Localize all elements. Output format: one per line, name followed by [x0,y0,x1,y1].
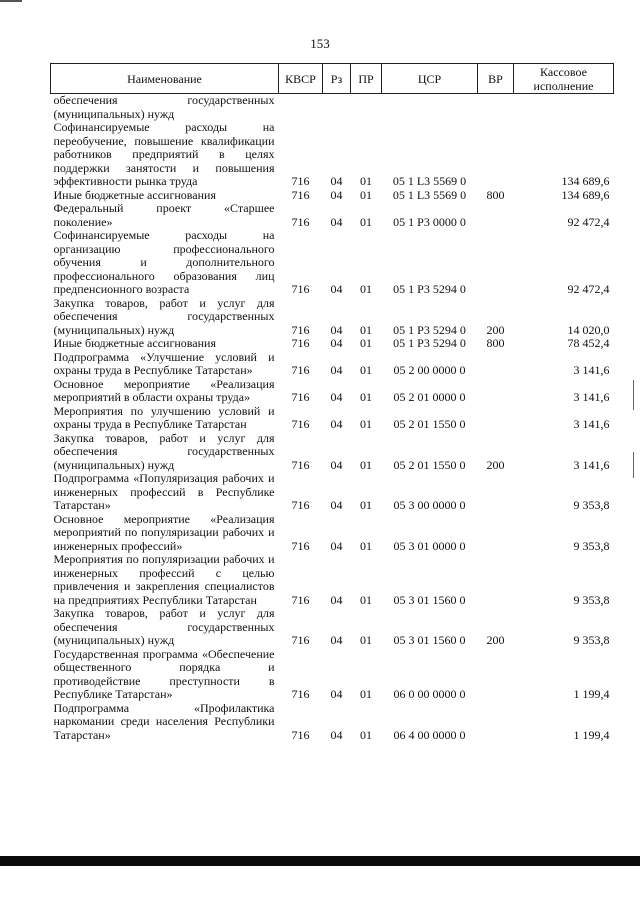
cell-pr: 01 [360,187,372,202]
cell-vr [478,202,514,229]
cell-rz: 04 [330,174,343,188]
cell-pr [351,94,382,122]
cell-vr [478,513,514,554]
cell-kvsr: 716 [291,214,310,229]
cell-kvsr: 716 [291,174,310,188]
cell-rz: 04 [330,417,343,431]
cell-kvsr: 716 [291,363,310,377]
cell-kvsr: 716 [291,417,310,431]
cell-pr: 01 [360,282,372,296]
cell-rz: 04 [330,633,343,647]
cell-csr: 05 2 01 1550 0 [393,417,466,431]
table-row [51,472,614,513]
cell-csr: 05 1 P3 5294 0 [393,282,466,296]
header-vr: ВР [478,64,514,94]
header-pr: ПР [351,64,382,94]
cell-kvsr [279,94,323,122]
page-number: 153 [310,36,330,51]
cell-amount: 9 353,8 [573,498,610,512]
cell-csr: 05 3 01 0000 0 [393,538,466,553]
header-rz: Рз [323,64,351,94]
cell-csr: 05 3 01 1560 0 [393,592,466,607]
cell-amount: 9 353,8 [573,538,610,553]
cell-name: Государственная программа «Обеспечение общественного порядка и противодействие преступности в Республике Татарстан» [53,646,275,701]
cell-amount: 3 141,6 [573,417,610,431]
cell-csr: 06 0 00 0000 0 [393,687,466,701]
cell-vr: 800 [486,187,505,202]
cell-csr: 05 2 00 0000 0 [393,363,466,377]
table-row [51,189,614,203]
cell-pr: 01 [360,417,372,431]
cell-csr: 05 1 P3 5294 0 [393,336,466,350]
cell-kvsr: 716 [291,727,310,742]
table-row [51,513,614,554]
cell-vr: 200 [486,633,505,647]
cell-name: Софинансируемые расходы на организацию профессионального обучения и дополнительного профессионального образования лиц предпенсионного возраста [53,228,275,296]
cell-amount: 14 020,0 [567,322,610,337]
cell-rz: 04 [330,498,343,512]
cell-pr: 01 [360,498,372,512]
cell-rz: 04 [330,390,343,404]
scan-bottom-bar [0,856,640,866]
cell-vr [478,229,514,297]
cell-kvsr: 716 [291,538,310,553]
cell-amount: 3 141,6 [573,457,610,472]
cell-kvsr: 716 [291,687,310,701]
table-row [51,337,614,351]
cell-name: обеспечения государственных (муниципальных) нужд [53,93,275,121]
cell-rz [323,94,351,122]
cell-kvsr: 716 [291,336,310,350]
cell-amount: 134 689,6 [561,187,610,202]
header-amount [514,64,614,94]
cell-vr [478,121,514,189]
cell-name: Подпрограмма «Улучшение условий и охраны труда в Республике Татарстан» [53,349,275,377]
table-row [51,94,614,122]
cell-csr: 05 1 P3 5294 0 [393,322,466,337]
cell-rz: 04 [330,187,343,202]
cell-vr [478,472,514,513]
cell-amount: 78 452,4 [567,336,610,350]
cell-rz: 04 [330,727,343,742]
cell-vr: 200 [486,457,505,472]
table-header [51,64,614,94]
budget-table [50,63,614,742]
cell-name: Закупка товаров, работ и услуг для обеспечения государственных (муниципальных) нужд [53,430,275,472]
cell-name: Мероприятия по популяризации рабочих и инженерных профессий с целью привлечения и закрепления специалистов на предприятиях Республики Татарстан [53,552,275,607]
cell-csr: 05 1 P3 0000 0 [393,214,466,229]
cell-csr: 05 1 L3 5569 0 [392,187,467,202]
table-row [51,432,614,473]
cell-csr [382,94,478,122]
scan-edge-mark [633,380,634,410]
cell-pr: 01 [360,687,372,701]
cell-name: Подпрограмма «Профилактика наркомании среди населения Республики Татарстан» [53,700,275,742]
cell-vr [478,553,514,607]
cell-csr: 05 1 L3 5569 0 [392,174,467,188]
cell-amount: 3 141,6 [573,390,610,404]
cell-pr: 01 [360,457,372,472]
scan-edge-mark [633,452,634,478]
cell-vr [478,94,514,122]
cell-amount: 3 141,6 [573,363,610,377]
table-row [51,378,614,405]
cell-amount: 92 472,4 [567,214,610,229]
cell-csr: 05 2 01 0000 0 [393,390,466,404]
cell-amount [514,94,614,122]
table-row [51,121,614,189]
cell-kvsr: 716 [291,390,310,404]
cell-vr [478,378,514,405]
cell-kvsr: 716 [291,633,310,647]
cell-rz: 04 [330,457,343,472]
cell-amount: 1 199,4 [573,727,610,742]
table-row [51,607,614,648]
cell-rz: 04 [330,687,343,701]
cell-rz: 04 [330,282,343,296]
cell-name: Мероприятия по улучшению условий и охраны труда в Республике Татарстан [53,403,275,431]
table-row [51,702,614,743]
cell-rz: 04 [330,336,343,350]
table-row [51,553,614,607]
table-body [51,94,614,743]
table-row [51,297,614,338]
cell-kvsr: 716 [291,498,310,512]
table-row [51,405,614,432]
header-csr: ЦСР [382,64,478,94]
cell-kvsr: 716 [291,187,310,202]
cell-pr: 01 [360,592,372,607]
cell-kvsr: 716 [291,322,310,337]
cell-amount: 1 199,4 [573,687,610,701]
cell-vr: 800 [486,336,505,350]
cell-pr: 01 [360,538,372,553]
cell-name: Иные бюджетные ассигнования [53,336,216,350]
cell-amount: 9 353,8 [573,592,610,607]
cell-amount: 92 472,4 [567,282,610,296]
table-row [51,648,614,702]
cell-pr: 01 [360,214,372,229]
cell-csr: 06 4 00 0000 0 [393,727,466,742]
cell-name: Основное мероприятие «Реализация мероприятий по популяризации рабочих и инженерных профессий» [53,511,275,553]
cell-pr: 01 [360,322,372,337]
cell-pr: 01 [360,727,372,742]
cell-pr: 01 [360,336,372,350]
cell-name: Закупка товаров, работ и услуг для обеспечения государственных (муниципальных) нужд [53,606,275,647]
cell-vr [478,702,514,743]
budget-table-container [50,63,613,742]
cell-kvsr: 716 [291,282,310,296]
cell-csr: 05 3 01 1560 0 [393,633,466,647]
header-kvsr: КВСР [279,64,323,94]
header-name: Наименование [51,64,279,94]
cell-pr: 01 [360,174,372,188]
scan-corner-mark [0,0,22,2]
header-amount-line1: Кассовое [540,64,587,79]
cell-pr: 01 [360,390,372,404]
cell-name: Иные бюджетные ассигнования [53,187,216,202]
cell-kvsr: 716 [291,592,310,607]
cell-pr: 01 [360,363,372,377]
cell-vr [478,648,514,702]
cell-name: Основное мероприятие «Реализация мероприятий в области охраны труда» [53,376,275,404]
cell-vr [478,405,514,432]
cell-rz: 04 [330,214,343,229]
cell-rz: 04 [330,538,343,553]
cell-name: Софинансируемые расходы на переобучение, повышение квалификации работников предприятий в целях поддержки занятости и повышения эффективности рынка труда [53,120,275,188]
cell-kvsr: 716 [291,457,310,472]
cell-rz: 04 [330,363,343,377]
cell-amount: 134 689,6 [561,174,610,188]
cell-name: Закупка товаров, работ и услуг для обеспечения государственных (муниципальных) нужд [53,295,275,337]
cell-vr [478,351,514,378]
cell-amount: 9 353,8 [573,633,610,647]
header-amount-line2: исполнение [533,78,594,93]
cell-csr: 05 3 00 0000 0 [393,498,466,512]
cell-csr: 05 2 01 1550 0 [393,457,466,472]
cell-vr: 200 [486,322,505,337]
table-row [51,229,614,297]
cell-rz: 04 [330,592,343,607]
cell-rz: 04 [330,322,343,337]
table-row [51,351,614,378]
table-row [51,202,614,229]
cell-name: Федеральный проект «Старшее поколение» [53,201,275,229]
cell-pr: 01 [360,633,372,647]
cell-name: Подпрограмма «Популяризация рабочих и инженерных профессий в Республике Татарстан» [53,471,275,512]
